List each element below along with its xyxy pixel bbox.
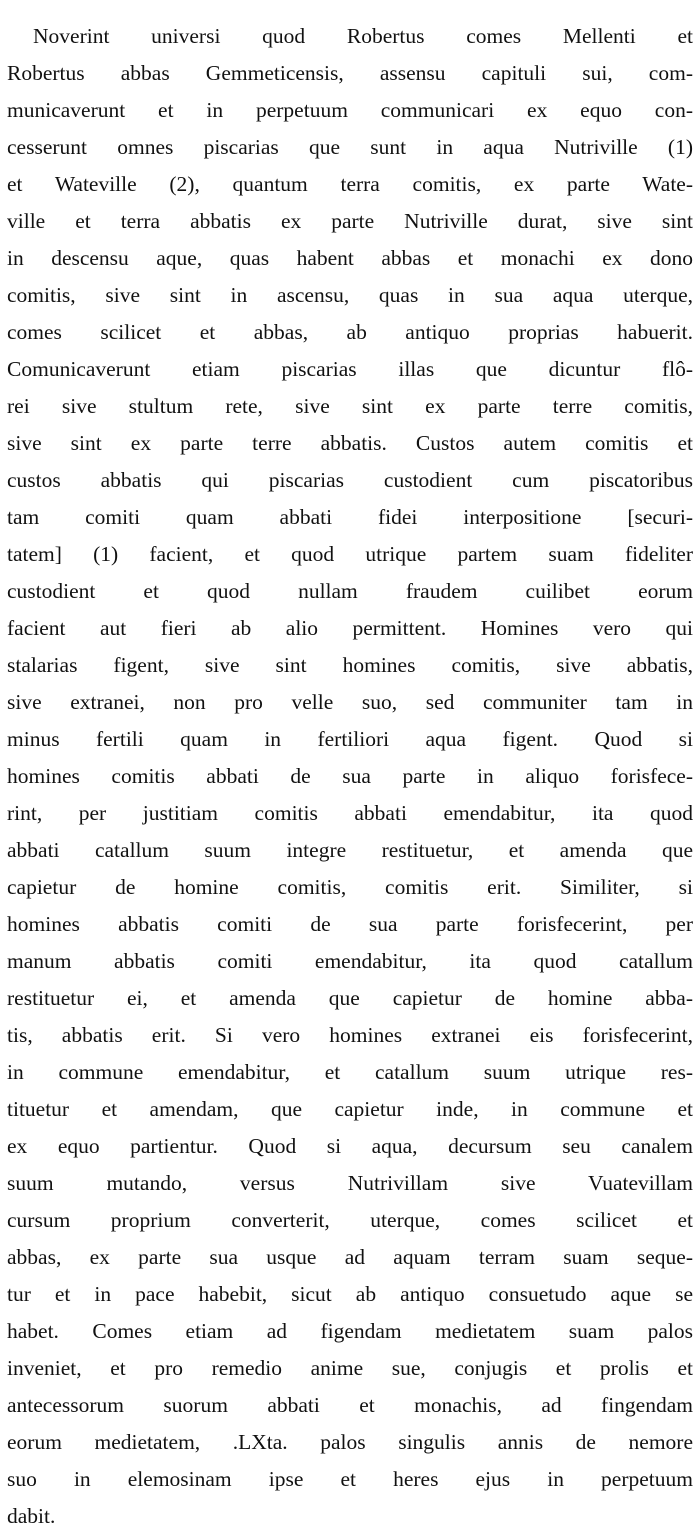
text-line: comes scilicet et abbas, ab antiquo proprias habuerit. xyxy=(7,320,693,344)
text-line: stalarias figent, sive sint homines comitis, sive abbatis, xyxy=(7,653,693,677)
text-line: custodient et quod nullam fraudem cuilibet eorum xyxy=(7,579,693,603)
text-line: rint, per justitiam comitis abbati emendabitur, ita quod xyxy=(7,801,693,825)
text-line: Robertus abbas Gemmeticensis, assensu capituli sui, com- xyxy=(7,61,693,85)
text-line: cesserunt omnes piscarias que sunt in aqua Nutriville (1) xyxy=(7,135,693,159)
text-line: in descensu aque, quas habent abbas et monachi ex dono xyxy=(7,246,693,270)
text-line: tituetur et amendam, que capietur inde, in commune et xyxy=(7,1097,693,1121)
text-line: facient aut fieri ab alio permittent. Homines vero qui xyxy=(7,616,693,640)
text-line: et Wateville (2), quantum terra comitis, ex parte Wate- xyxy=(7,172,693,196)
text-line: manum abbatis comiti emendabitur, ita quod catallum xyxy=(7,949,693,973)
text-line: tis, abbatis erit. Si vero homines extranei eis forisfecerint, xyxy=(7,1023,693,1047)
text-line: dabit. xyxy=(7,1504,56,1528)
text-line: municaverunt et in perpetuum communicari ex equo con- xyxy=(7,98,693,122)
text-line: homines comitis abbati de sua parte in aliquo forisfece- xyxy=(7,764,693,788)
text-line: comitis, sive sint in ascensu, quas in sua aqua uterque, xyxy=(7,283,693,307)
text-line: cursum proprium converterit, uterque, comes scilicet et xyxy=(7,1208,693,1232)
text-line: in commune emendabitur, et catallum suum utrique res- xyxy=(7,1060,693,1084)
text-line: ex equo partientur. Quod si aqua, decursum seu canalem xyxy=(7,1134,693,1158)
text-line: abbas, ex parte sua usque ad aquam terram suam seque- xyxy=(7,1245,693,1269)
text-line: Comunicaverunt etiam piscarias illas que dicuntur flô- xyxy=(7,357,693,381)
text-line: custos abbatis qui piscarias custodient cum piscatoribus xyxy=(7,468,693,492)
text-line: suo in elemosinam ipse et heres ejus in perpetuum xyxy=(7,1467,693,1491)
text-line: habet. Comes etiam ad figendam medietatem suam palos xyxy=(7,1319,693,1343)
text-line: minus fertili quam in fertiliori aqua figent. Quod si xyxy=(7,727,693,751)
text-line: tatem] (1) facient, et quod utrique partem suam fideliter xyxy=(7,542,693,566)
text-line: restituetur ei, et amenda que capietur de homine abba- xyxy=(7,986,693,1010)
text-line: sive sint ex parte terre abbatis. Custos autem comitis et xyxy=(7,431,693,455)
text-line: inveniet, et pro remedio anime sue, conjugis et prolis et xyxy=(7,1356,693,1380)
text-line: abbati catallum suum integre restituetur, et amenda que xyxy=(7,838,693,862)
text-line: homines abbatis comiti de sua parte forisfecerint, per xyxy=(7,912,693,936)
text-line: rei sive stultum rete, sive sint ex parte terre comitis, xyxy=(7,394,693,418)
document-page xyxy=(7,18,693,1535)
text-line: eorum medietatem, .LXta. palos singulis annis de nemore xyxy=(7,1430,693,1454)
text-line: tur et in pace habebit, sicut ab antiquo consuetudo aque se xyxy=(7,1282,693,1306)
text-line: ville et terra abbatis ex parte Nutriville durat, sive sint xyxy=(7,209,693,233)
text-line: antecessorum suorum abbati et monachis, ad fingendam xyxy=(7,1393,693,1417)
text-line: tam comiti quam abbati fidei interpositione [securi- xyxy=(7,505,693,529)
text-line: sive extranei, non pro velle suo, sed communiter tam in xyxy=(7,690,693,714)
text-line: Noverint universi quod Robertus comes Mellenti et xyxy=(33,24,693,48)
text-line: capietur de homine comitis, comitis erit. Similiter, si xyxy=(7,875,693,899)
text-line: suum mutando, versus Nutrivillam sive Vuatevillam xyxy=(7,1171,693,1195)
